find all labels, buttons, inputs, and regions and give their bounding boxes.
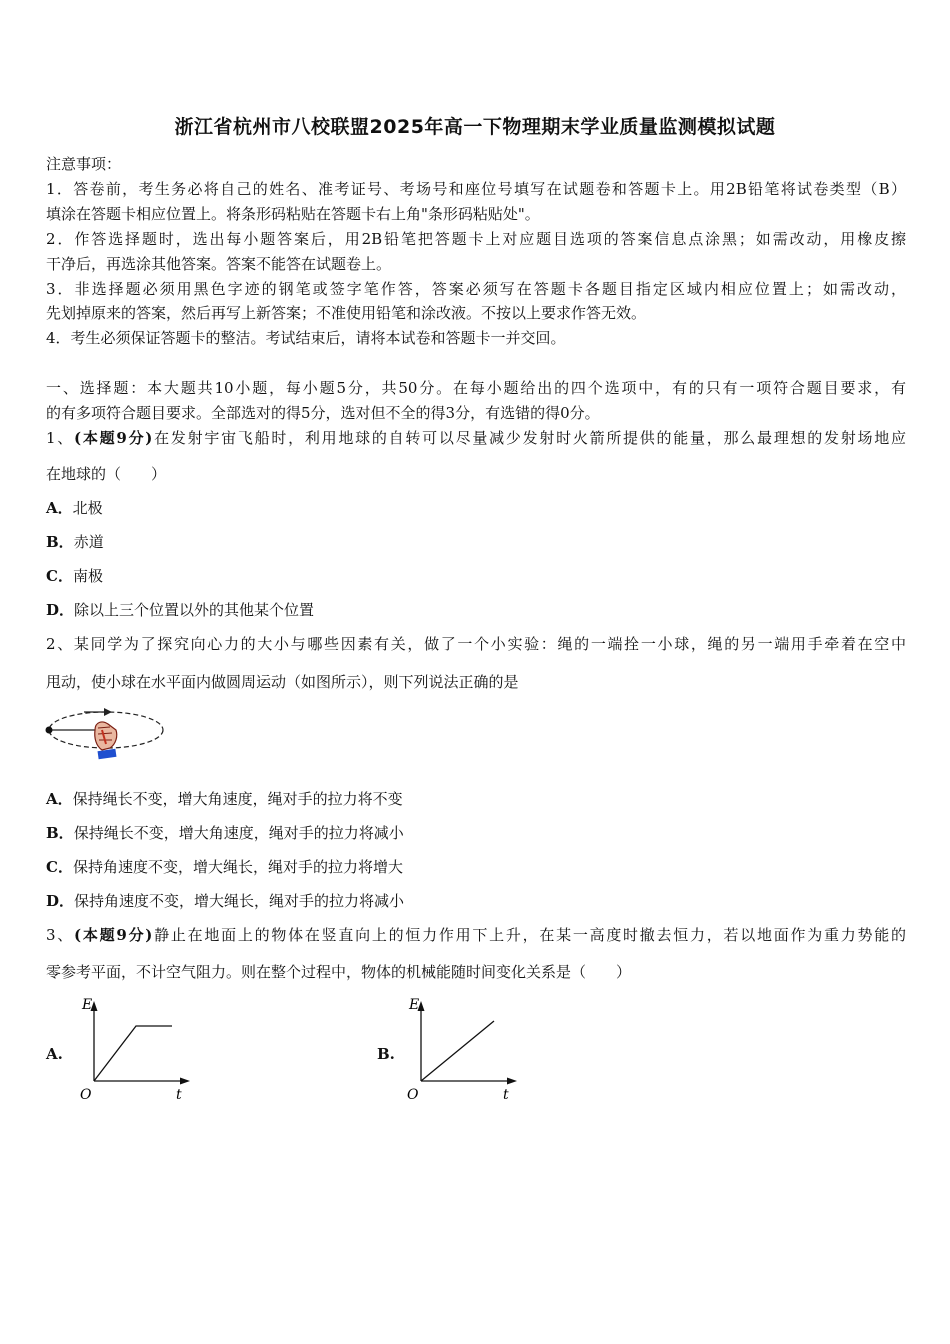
section-heading: 一、选择题：本大题共10小题，每小题5分，共50分。在每小题给出的四个选项中，有的只有一项符合题目要求，有 — [46, 379, 906, 397]
x-axis-label: t — [503, 1087, 509, 1103]
question-2-option-a — [46, 788, 403, 809]
notice-line: 干净后，再选涂其他答案。答案不能答在试题卷上。 — [46, 255, 392, 273]
option-letter: A． — [46, 790, 73, 808]
option-text: 保持角速度不变，增大绳长，绳对手的拉力将增大 — [72, 858, 403, 876]
y-axis-label: E — [409, 997, 420, 1013]
option-letter: C． — [46, 858, 73, 876]
option-text: 北极 — [72, 499, 103, 517]
option-letter: B． — [46, 533, 74, 551]
x-axis-arrow-icon — [180, 1078, 190, 1085]
x-axis-arrow-icon — [507, 1078, 517, 1085]
question-3-stem — [46, 924, 906, 945]
question-2-option-d — [46, 890, 404, 911]
question-text: 在发射宇宙飞船时，利用地球的自转可以尽量减少发射时火箭所提供的能量，那么最理想的发射场地应 — [152, 429, 907, 447]
notice-line: 4．考生必须保证答题卡的整洁。考试结束后，请将本试卷和答题卡一并交回。 — [46, 329, 566, 347]
question-2-option-b — [46, 822, 404, 843]
graph-a-letter: A. — [46, 1045, 63, 1063]
notice-line: 填涂在答题卡相应位置上。将条形码粘贴在答题卡右上角"条形码粘贴处"。 — [46, 205, 540, 223]
option-text: 保持绳长不变，增大角速度，绳对手的拉力将不变 — [72, 790, 403, 808]
option-letter: D． — [46, 892, 75, 910]
notice-line: 3．非选择题必须用黑色字迹的钢笔或签字笔作答，答案必须写在答题卡各题目指定区域内相应位置上；如需改动， — [46, 280, 906, 298]
question-3-stem-cont: 零参考平面，不计空气阻力。则在整个过程中，物体的机械能随时间变化关系是（ ） — [46, 963, 632, 981]
origin-label: O — [80, 1087, 92, 1103]
x-axis-label: t — [176, 1087, 182, 1103]
question-score-tag: (本题9分) — [74, 429, 153, 447]
graph-a — [74, 995, 194, 1105]
option-letter: D． — [46, 601, 75, 619]
question-1-option-a — [46, 497, 103, 518]
hand-icon — [95, 722, 117, 759]
question-2-stem-cont: 甩动，使小球在水平面内做圆周运动（如图所示），则下列说法正确的是 — [46, 673, 519, 691]
question-1-option-b — [46, 531, 104, 552]
question-1-option-c — [46, 565, 103, 586]
question-text: 静止在地面上的物体在竖直向上的恒力作用下上升，在某一高度时撤去恒力，若以地面作为重力势能的 — [152, 926, 907, 944]
question-2-option-c — [46, 856, 403, 877]
graph-b-letter: B. — [377, 1045, 395, 1063]
y-axis-label: E — [82, 997, 93, 1013]
option-text: 除以上三个位置以外的其他某个位置 — [74, 601, 315, 619]
notice-line: 2．作答选择题时，选出每小题答案后，用2B铅笔把答题卡上对应题目选项的答案信息点涂黑；如需改动，用橡皮擦 — [46, 230, 906, 248]
question-2-stem: 2、某同学为了探究向心力的大小与哪些因素有关，做了一个小实验：绳的一端拴一小球，绳的另一端用手牵着在空中 — [46, 635, 906, 653]
notice-heading: 注意事项： — [46, 155, 122, 173]
option-text: 保持绳长不变，增大角速度，绳对手的拉力将减小 — [73, 824, 404, 842]
question-1-option-d — [46, 599, 314, 620]
option-letter: C． — [46, 567, 73, 585]
notice-line: 1．答卷前，考生务必将自己的姓名、准考证号、考场号和座位号填写在试题卷和答题卡上。用2B铅笔将试卷类型（B） — [46, 180, 906, 198]
ball — [46, 727, 53, 734]
page-title: 浙江省杭州市八校联盟2025年高一下物理期末学业质量监测模拟试题 — [174, 116, 776, 138]
question-number: 3、 — [46, 926, 75, 944]
question-score-tag: (本题9分) — [74, 926, 153, 944]
origin-label: O — [407, 1087, 419, 1103]
graph-b — [401, 995, 521, 1105]
option-text: 保持角速度不变，增大绳长，绳对手的拉力将减小 — [74, 892, 405, 910]
section-instructions: 的有多项符合题目要求。全部选对的得5分，选对但不全的得3分，有选错的得0分。 — [46, 404, 600, 422]
energy-curve — [94, 1026, 172, 1081]
option-text: 南极 — [72, 567, 103, 585]
arrow-head-icon — [104, 708, 112, 716]
circular-motion-figure — [40, 700, 170, 775]
question-1-stem-cont: 在地球的（ ） — [46, 465, 167, 483]
question-1-stem — [46, 427, 906, 448]
question-number: 1、 — [46, 429, 75, 447]
option-text: 赤道 — [73, 533, 104, 551]
option-letter: B． — [46, 824, 74, 842]
energy-curve — [421, 1021, 494, 1081]
option-letter: A． — [46, 499, 73, 517]
notice-line: 先划掉原来的答案，然后再写上新答案；不准使用铅笔和涂改液。不按以上要求作答无效。 — [46, 304, 647, 322]
